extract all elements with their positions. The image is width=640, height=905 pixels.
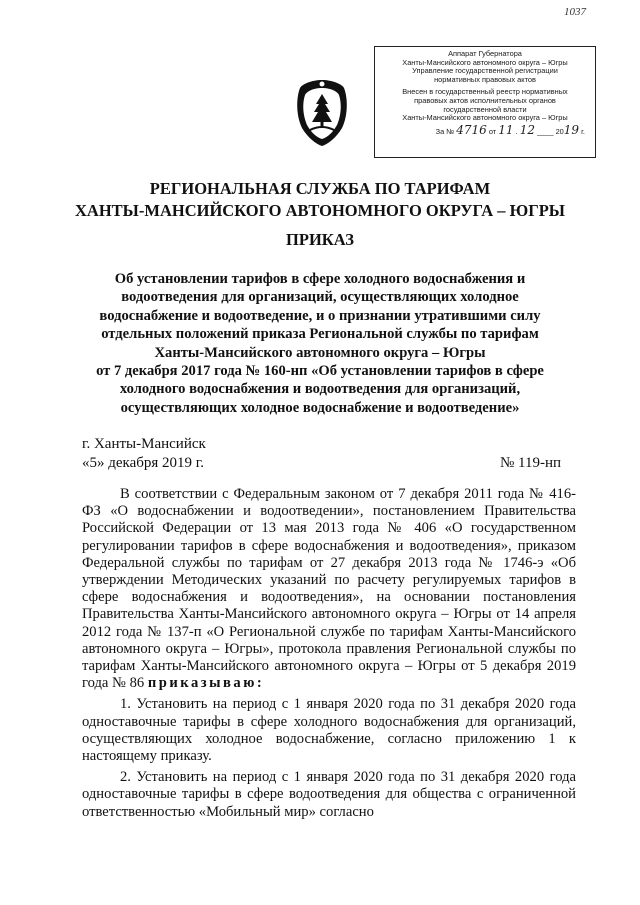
organization-line: РЕГИОНАЛЬНАЯ СЛУЖБА ПО ТАРИФАМ bbox=[149, 179, 491, 198]
stamp-line: Внесен в государственный реестр нормативных bbox=[402, 87, 568, 97]
place-of-issue: г. Ханты-Мансийск bbox=[82, 436, 206, 452]
stamp-line: Ханты-Мансийского автономного округа – Югры bbox=[402, 57, 568, 67]
subject-line: от 7 декабря 2017 года № 160-нп «Об установлении тарифов в сфере bbox=[96, 363, 544, 380]
preamble-paragraph bbox=[82, 486, 576, 692]
stamp-line: правовых актов исполнительных органов bbox=[414, 95, 556, 105]
registration-stamp bbox=[374, 46, 596, 158]
order-item-2: 2. Установить на период с 1 января 2020 года по 31 декабря 2020 года одноставочные тарифы в сфере водоотведения для общества с ограниченной ответственностью «Мобильный мир» согласно bbox=[82, 769, 576, 820]
stamp-reg-year: 19 bbox=[563, 122, 580, 137]
stamp-line: Ханты-Мансийского автономного округа – Югры bbox=[402, 113, 568, 123]
issue-date: «5» декабря 2019 г. bbox=[82, 455, 204, 471]
order-subject bbox=[60, 270, 580, 417]
stamp-reg-day: 11 bbox=[498, 122, 514, 137]
organization-line: ХАНТЫ-МАНСИЙСКОГО АВТОНОМНОГО ОКРУГА – ЮГРЫ bbox=[75, 201, 565, 220]
stamp-reg-month: 12 bbox=[519, 122, 535, 137]
stamp-line: Аппарат Губернатора bbox=[448, 49, 522, 58]
stamp-line: государственной власти bbox=[443, 104, 527, 114]
stamp-registration-line: За № 4716 от 11 . 12 ____ 2019 г. bbox=[435, 122, 585, 137]
stamp-reg-suffix: г. bbox=[581, 126, 585, 136]
subject-line: Об установлении тарифов в сфере холодного водоснабжения и bbox=[114, 271, 526, 287]
subject-line: отдельных положений приказа Региональной службы по тарифам bbox=[101, 326, 539, 343]
coat-of-arms-emblem bbox=[292, 78, 352, 148]
subject-line: водоотведения для организаций, осуществляющих холодное bbox=[121, 289, 519, 306]
stamp-reg-from: от bbox=[488, 126, 497, 136]
page-number: 1037 bbox=[564, 6, 586, 18]
organization-name bbox=[40, 178, 600, 222]
stamp-reg-number: 4716 bbox=[456, 122, 487, 137]
stamp-reg-prefix: За № bbox=[435, 126, 455, 136]
stamp-line: нормативных правовых актов bbox=[434, 74, 536, 84]
document-number: № 119-нп bbox=[500, 455, 562, 471]
order-item-1: 1. Установить на период с 1 января 2020 года по 31 декабря 2020 года одноставочные тарифы в сфере холодного водоснабжения для организаций, осуществляющих холодное водоснабжение, согласно приложению 1 к настоящему приказу. bbox=[82, 696, 576, 765]
subject-line: осуществляющих холодное водоснабжение и водоотведение» bbox=[120, 399, 520, 416]
document-type: ПРИКАЗ bbox=[286, 230, 354, 249]
stamp-reg-year-prefix: 20 bbox=[555, 126, 564, 136]
order-word: приказываю: bbox=[147, 675, 265, 692]
stamp-line: Управление государственной регистрации bbox=[412, 66, 558, 76]
subject-line: Ханты-Мансийского автономного округа – Югры bbox=[154, 344, 486, 361]
preamble-text: В соответствии с Федеральным законом от 7 декабря 2011 года № 416-ФЗ «О водоснабжении и водоотведении», постановлением Правительства Российской Федерации от 13 мая 2013 года № 406 «О государственном регулировании тарифов в сфере водоснабжения и водоотведения», приказом Федеральной службы по тарифам от 27 декабря 2013 года № 1746-э «Об утверждении Методических указаний по расчету регулируемых тарифов в сфере водоснабжения и водоотведения», на основании постановления Правительства Ханты-Мансийского автономного округа – Югры от 14 апреля 2012 года № 137-п «О Региональной службе по тарифам Ханты-Мансийского автономного округа – Югры», протокола правления Региональной службы по тарифам Ханты-Мансийского автономного округа – Югры от 5 декабря 2019 года № 86 bbox=[82, 486, 576, 692]
subject-line: водоснабжение и водоотведение, и о признании утратившими силу bbox=[99, 307, 541, 324]
subject-line: холодного водоснабжения и водоотведения для организаций, bbox=[119, 381, 521, 398]
order-body bbox=[82, 486, 576, 821]
